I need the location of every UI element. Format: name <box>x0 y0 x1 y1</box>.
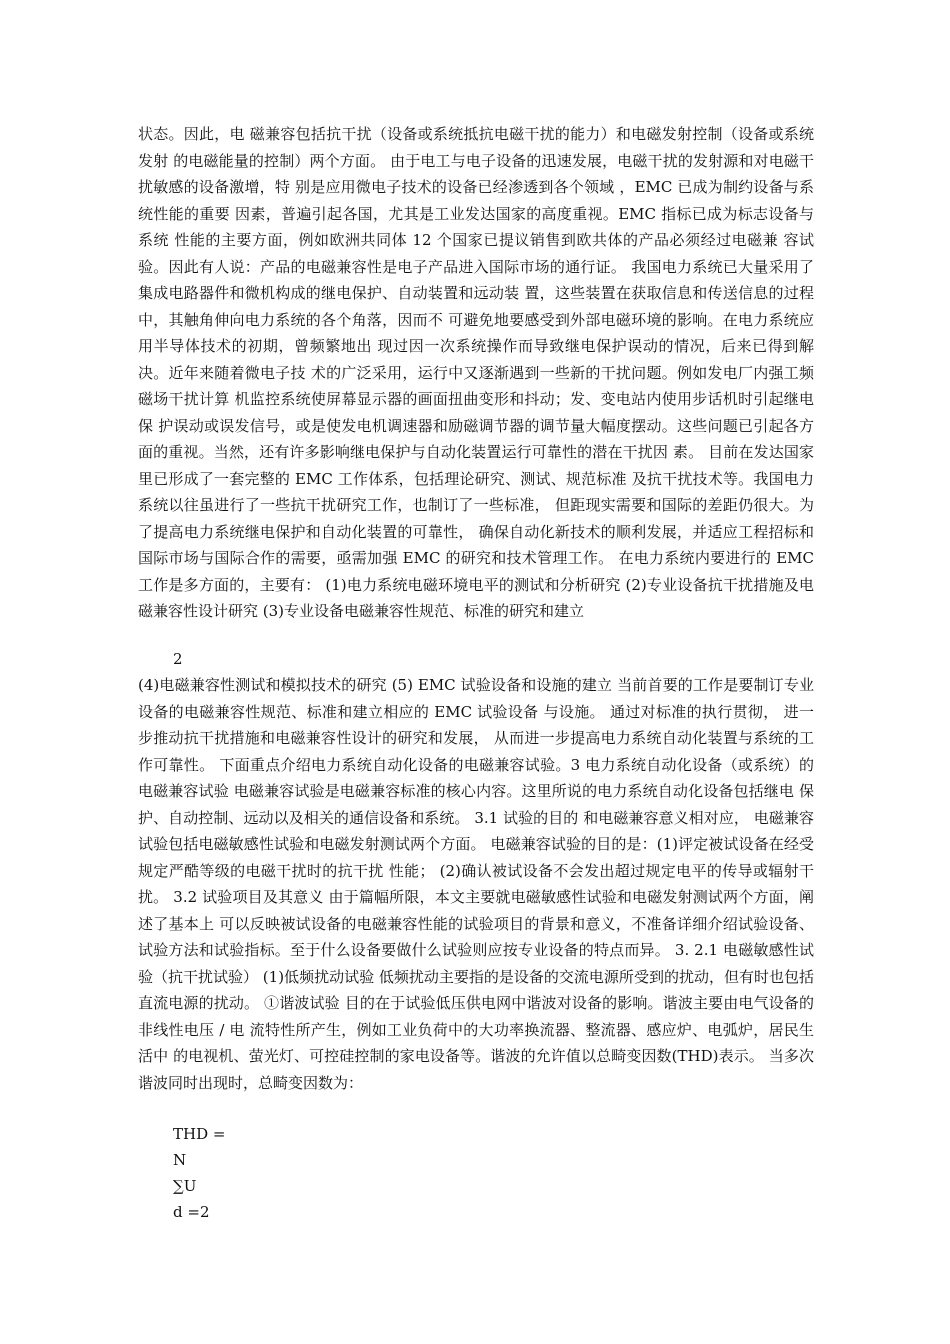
formula-line-1: THD = <box>173 1125 226 1143</box>
body-paragraph-2: (4)电磁兼容性测试和模拟技术的研究 (5) EMC 试验设备和设施的建立 当前首要的工作是要制订专业设备的电磁兼容性规范、标准和建立相应的 EMC 试验设备 与设施。 通过对标准的执行贯彻， 进一步推动抗干扰措施和电磁兼容性设计的研究和发展， 从而进一步提高电力系统自动化装置与系统的工作可靠性。 下面重点介绍电力系统自动化设备的电磁兼容试验。3 电力系统自动化设备（或系统）的电磁兼容试验 电磁兼容试验是电磁兼容标准的核心内容。这里所说的电力系统自动化设备包括继电 保护、自动控制、远动以及相关的通信设备和系统。 3.1 试验的目的 和电磁兼容意义相对应， 电磁兼容试验包括电磁敏感性试验和电磁发射测试两个方面。 电磁兼容试验的目的是：(1)评定被试设备在经受规定严酷等级的电磁干扰时的抗干扰 性能； (2)确认被试设备不会发出超过规定电平的传导或辐射干扰。 3.2 试验项目及其意义 由于篇幅所限，本文主要就电磁敏感性试验和电磁发射测试两个方面，阐述了基本上 可以反映被试设备的电磁兼容性能的试验项目的背景和意义，不准备详细介绍试验设备、 试验方法和试验指标。至于什么设备要做什么试验则应按专业设备的特点而异。 3. 2.1 电磁敏感性试验（抗干扰试验） (1)低频扰动试验 低频扰动主要指的是设备的交流电源所受到的扰动，但有时也包括直流电源的扰动。 ①谐波试验 目的在于试验低压供电网中谐波对设备的影响。谐波主要由电气设备的非线性电压 / 电 流特性所产生，例如工业负荷中的大功率换流器、整流器、感应炉、电弧炉，居民生活中 的电视机、萤光灯、可控硅控制的家电设备等。谐波的允许值以总畸变因数(THD)表示。 当多次谐波同时出现时，总畸变因数为： <box>138 676 814 1092</box>
formula-line-3: ∑U <box>173 1177 197 1195</box>
page-number: 2 <box>173 650 183 668</box>
body-paragraph-1: 状态。因此，电 磁兼容包括抗干扰（设备或系统抵抗电磁干扰的能力）和电磁发射控制（设备或系统发射 的电磁能量的控制）两个方面。 由于电工与电子设备的迅速发展，电磁干扰的发射源和对电磁干扰敏感的设备激增，特 别是应用微电子技术的设备已经渗透到各个领域 ，EMC 已成为制约设备与系统性能的重要 因素，普遍引起各国，尤其是工业发达国家的高度重视。EMC 指标已成为标志设备与系统 性能的主要方面，例如欧洲共同体 12 个国家已提议销售到欧共体的产品必须经过电磁兼 容试验。因此有人说：产品的电磁兼容性是电子产品进入国际市场的通行证。 我国电力系统已大量采用了集成电路器件和微机构成的继电保护、自动装置和远动装 置，这些装置在获取信息和传送信息的过程中，其触角伸向电力系统的各个角落，因而不 可避免地要感受到外部电磁环境的影响。在电力系统应用半导体技术的初期，曾频繁地出 现过因一次系统操作而导致继电保护误动的情况，后来已得到解决。近年来随着微电子技 术的广泛采用，运行中又逐渐遇到一些新的干扰问题。例如发电厂内强工频磁场干扰计算 机监控系统使屏幕显示器的画面扭曲变形和抖动；发、变电站内使用步话机时引起继电保 护误动或误发信号，或是使发电机调速器和励磁调节器的调节量大幅度摆动。这些问题已引起各方面的重视。当然，还有许多影响继电保护与自动化装置运行可靠性的潜在干扰因 素。 目前在发达国家里已形成了一套完整的 EMC 工作体系，包括理论研究、测试、规范标准 及抗干扰技术等。我国电力系统以往虽进行了一些抗干扰研究工作，也制订了一些标准， 但距现实需要和国际的差距仍很大。为了提高电力系统继电保护和自动化装置的可靠性， 确保自动化新技术的顺利发展，并适应工程招标和国际市场与国际合作的需要，亟需加强 EMC 的研究和技术管理工作。 在电力系统内要进行的 EMC 工作是多方面的，主要有： (1)电力系统电磁环境电平的测试和分析研究 (2)专业设备抗干扰措施及电磁兼容性设计研究 (3)专业设备电磁兼容性规范、标准的研究和建立 <box>138 125 814 620</box>
formula-line-2: N <box>173 1151 187 1169</box>
formula-line-4: d =2 <box>173 1203 210 1221</box>
